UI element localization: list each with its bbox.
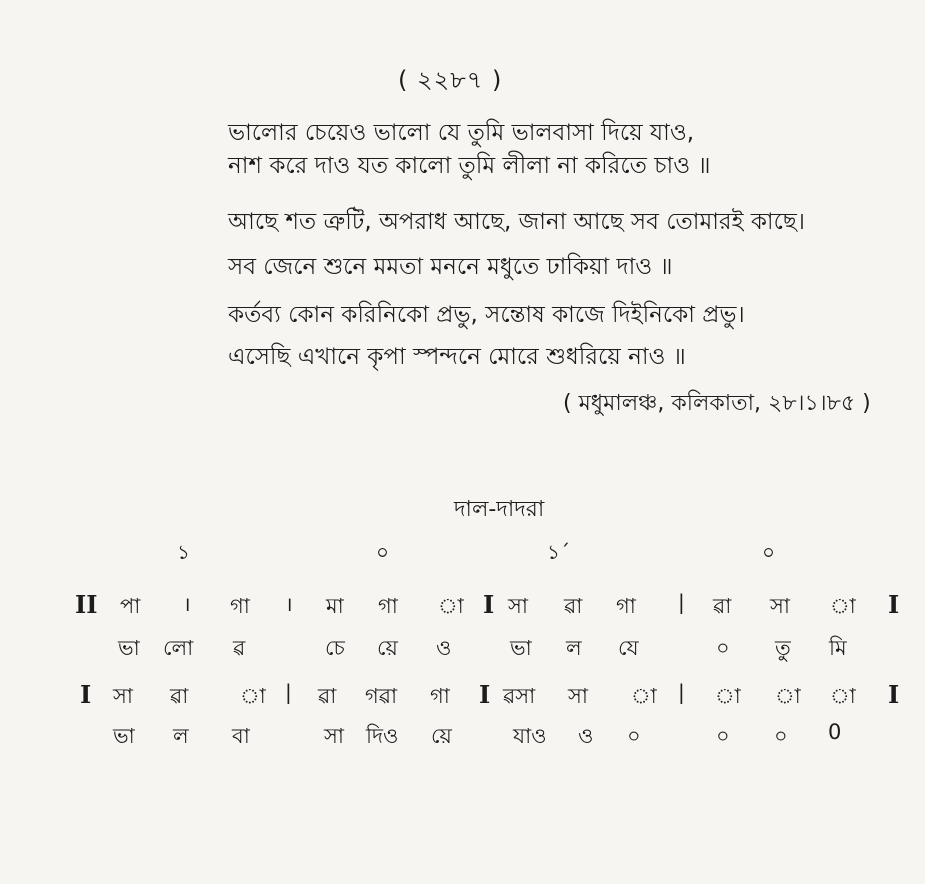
swar-cell: া <box>438 594 464 618</box>
lyric-syllable: ও <box>436 636 452 660</box>
swar-cell: া <box>715 684 741 708</box>
swar-cell: সা <box>568 684 588 708</box>
beat-mark-3: ১´ <box>547 540 570 564</box>
lyric-syllable: য়ে <box>377 636 398 660</box>
swar-cell: গা <box>230 594 250 618</box>
swar-cell: া <box>240 684 266 708</box>
beat-mark-1: ১ <box>177 540 190 564</box>
bar-mark: I <box>483 590 495 619</box>
lyric-syllable: মি <box>829 636 847 660</box>
stanza-2-line-1: আছে শত ত্রুটি, অপরাধ আছে, জানা আছে সব তোমারই কাছে। <box>228 209 805 235</box>
swar-cell: মা <box>326 594 344 618</box>
swar-cell: ৱা <box>564 594 583 618</box>
swar-separator: । <box>183 592 191 616</box>
lyric-syllable: ভা <box>113 724 135 748</box>
swar-cell: া <box>830 684 856 708</box>
lyric-syllable: ০ <box>774 724 788 748</box>
lyric-syllable: লো <box>163 636 194 660</box>
stanza-2-line-2: সব জেনে শুনে মমতা মননে মধুতে ঢাকিয়া দাও ॥ <box>228 254 673 280</box>
taal-name: দাল-দাদরা <box>454 497 545 522</box>
swar-separator: | <box>285 680 292 704</box>
swar-cell: া <box>631 684 657 708</box>
swar-separator: | <box>678 590 685 614</box>
stanza-1-line-1: ভালোর চেয়েও ভালো যে তুমি ভালবাসা দিয়ে যাও, <box>228 120 695 146</box>
swar-cell: সা <box>770 594 790 618</box>
lyric-syllable: যে <box>618 636 639 660</box>
lyric-syllable: দিও <box>366 724 399 748</box>
stanza-3-line-2: এসেছি এখানে কৃপা স্পন্দনে মোরে শুধরিয়ে নাও ॥ <box>228 344 686 370</box>
stanza-1-line-2: নাশ করে দাও যত কালো তুমি লীলা না করিতে চাও ॥ <box>228 153 711 179</box>
swar-cell: গা <box>430 684 450 708</box>
lyric-syllable: ও <box>578 724 594 748</box>
swar-separator: | <box>678 680 685 704</box>
swar-cell: গৱা <box>365 684 398 708</box>
lyric-syllable: য়ে <box>431 724 452 748</box>
swar-cell: গা <box>616 594 636 618</box>
lyric-syllable: বা <box>232 724 250 748</box>
lyric-syllable: 0 <box>828 720 842 744</box>
lyric-syllable: ল <box>173 724 189 748</box>
swar-cell: সা <box>113 684 133 708</box>
lyric-syllable: ০ <box>627 724 641 748</box>
swar-cell: সা <box>508 594 528 618</box>
swar-cell: ৱসা <box>503 684 536 708</box>
lyric-syllable: সা <box>324 724 344 748</box>
swar-cell: গা <box>378 594 398 618</box>
bar-mark: I <box>80 680 92 709</box>
double-bar-start: II <box>75 590 98 619</box>
lyric-syllable: ল <box>566 636 582 660</box>
swar-separator: । <box>285 592 293 616</box>
bar-mark: I <box>888 590 900 619</box>
beat-mark-4: ০ <box>762 540 776 564</box>
lyric-syllable: যাও <box>513 724 547 748</box>
bar-mark: I <box>888 680 900 709</box>
lyric-syllable: ০ <box>716 636 730 660</box>
stanza-3-line-1: কর্তব্য কোন করিনিকো প্রভু, সন্তোষ কাজে দিইনিকো প্রভু। <box>228 302 745 328</box>
bar-mark: I <box>479 680 491 709</box>
lyric-syllable: তু <box>775 636 791 660</box>
lyric-syllable: ০ <box>716 724 730 748</box>
swar-cell: ৱা <box>713 594 732 618</box>
swar-cell: ৱা <box>318 684 337 708</box>
swar-cell: া <box>830 594 856 618</box>
lyric-syllable: ৱ <box>233 636 246 660</box>
lyric-syllable: ভা <box>510 636 532 660</box>
swar-cell: পা <box>120 594 141 618</box>
lyric-syllable: চে <box>325 636 345 660</box>
beat-mark-2: ০ <box>376 540 390 564</box>
lyric-syllable: ভা <box>118 636 140 660</box>
source-citation: ( মধুমালঞ্চ, কলিকাতা, ২৮।১।৮৫ ) <box>563 391 871 416</box>
swar-cell: ৱা <box>170 684 189 708</box>
swar-cell: া <box>775 684 801 708</box>
song-number: ( ২২৮৭ ) <box>398 66 503 94</box>
